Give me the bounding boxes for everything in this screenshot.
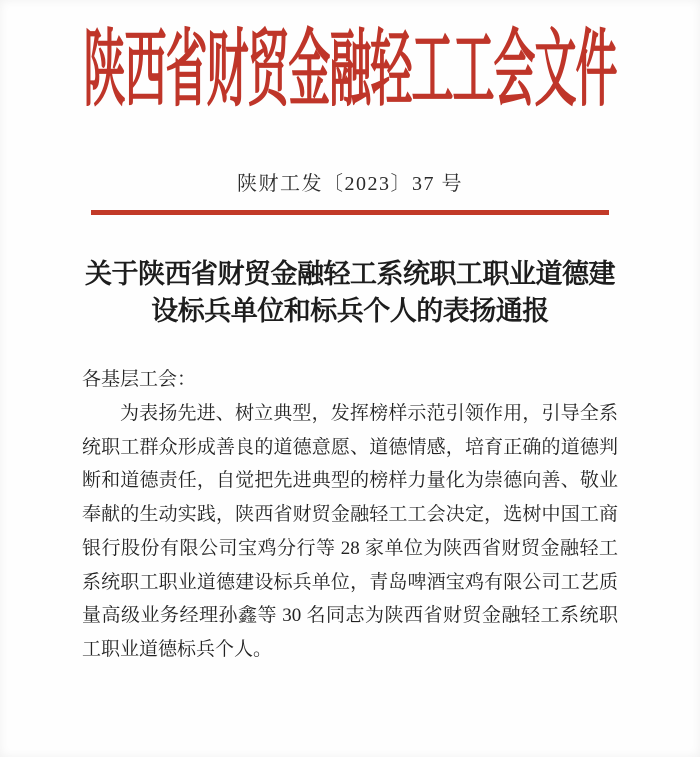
body-line: 量高级业务经理孙鑫等 30 名同志为陕西省财贸金融轻工系统职 [82,605,618,627]
document-body [82,363,618,667]
body-line: 工职业道德标兵个人。 [82,639,273,660]
document-masthead [0,0,700,118]
salutation: 各基层工会： [82,369,197,390]
body-line: 为表扬先进、树立典型，发挥榜样示范引领作用，引导全系 [120,402,618,424]
red-divider-line [91,210,609,215]
body-line: 断和道德责任，自觉把先进典型的榜样力量化为崇德向善、敬业 [82,470,618,492]
title-line-2: 设标兵单位和标兵个人的表扬通报 [151,296,549,326]
document-title [0,256,700,330]
doc-number: 陕财工发〔2023〕37 号 [237,173,463,195]
org-title: 陕西省财贸金融轻工工会文件 [83,26,617,118]
body-line: 统职工群众形成善良的道德意愿、道德情感，培育正确的道德判 [82,436,618,458]
body-line: 奉献的生动实践，陕西省财贸金融轻工工会决定，选树中国工商 [82,504,618,525]
body-line: 银行股份有限公司宝鸡分行等 28 家单位为陕西省财贸金融轻工 [82,537,618,559]
body-line: 系统职工职业道德建设标兵单位，青岛啤酒宝鸡有限公司工艺质 [82,571,618,593]
title-line-1: 关于陕西省财贸金融轻工系统职工职业道德建 [85,259,615,289]
